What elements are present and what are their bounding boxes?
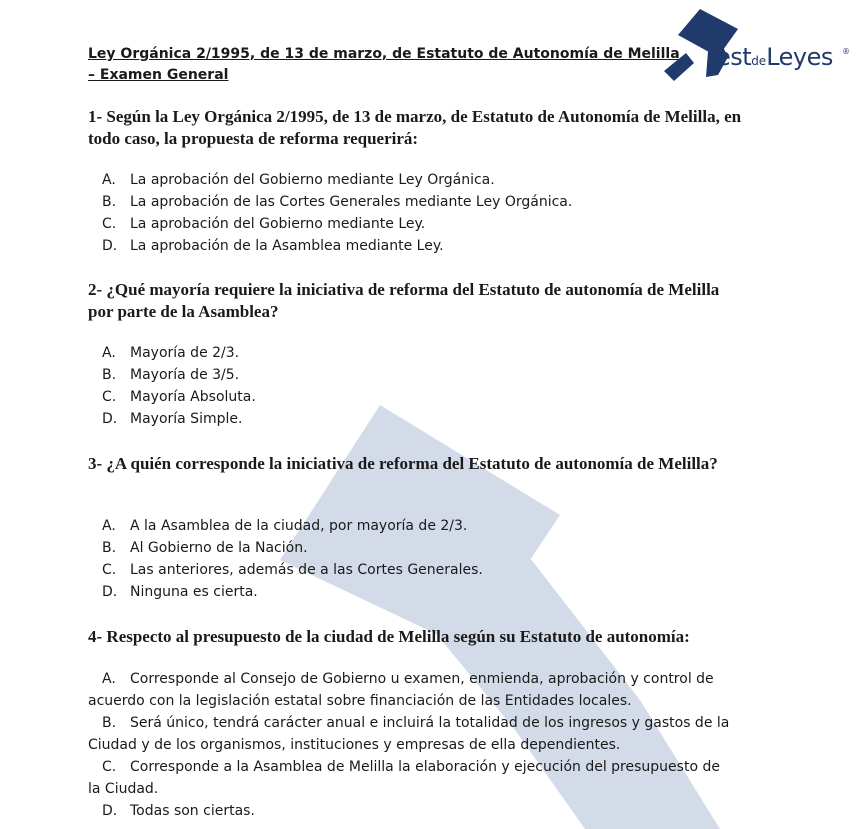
option-1d: D. La aprobación de la Asamblea mediante Ley. <box>102 238 444 254</box>
option-3d: D. Ninguna es cierta. <box>102 584 258 600</box>
question-3-options <box>88 515 738 603</box>
option-2b: B. Mayoría de 3/5. <box>102 367 240 383</box>
question-4-options <box>88 668 733 822</box>
option-2c: C. Mayoría Absoluta. <box>102 389 256 405</box>
option-3b: B. Al Gobierno de la Nación. <box>102 540 308 556</box>
question-1: 1- Según la Ley Orgánica 2/1995, de 13 de marzo, de Estatuto de Autonomía de Melilla, en todo caso, la propuesta de reforma requerirá: <box>88 107 742 148</box>
question-3: 3- ¿A quién corresponde la iniciativa de reforma del Estatuto de autonomía de Melilla? <box>88 454 718 473</box>
option-1c: C. La aprobación del Gobierno mediante Ley. <box>102 216 426 232</box>
question-1-options <box>88 169 738 257</box>
question-4: 4- Respecto al presupuesto de la ciudad de Melilla según su Estatuto de autonomía: <box>88 627 690 646</box>
option-1a: A. La aprobación del Gobierno mediante Ley Orgánica. <box>102 172 495 188</box>
option-2d: D. Mayoría Simple. <box>102 411 243 427</box>
option-2a: A. Mayoría de 2/3. <box>102 345 240 361</box>
testdeleyes-logo <box>660 5 856 85</box>
logo-wordmark: estdeLeyes <box>716 43 833 71</box>
option-4b: B. Será único, tendrá carácter anual e incluirá la totalidad de los ingresos y gastos de la Ciudad y de los organismos, instituciones y empresas de ella dependientes. <box>88 715 730 753</box>
option-1b: B. La aprobación de las Cortes Generales mediante Ley Orgánica. <box>102 194 573 210</box>
registered-mark: ® <box>842 47 850 56</box>
option-3a: A. A la Asamblea de la ciudad, por mayoría de 2/3. <box>102 518 468 534</box>
option-4d: D. Todas son ciertas. <box>102 803 255 819</box>
question-2: 2- ¿Qué mayoría requiere la iniciativa de reforma del Estatuto de autonomía de Melilla por parte de la Asamblea? <box>88 280 720 321</box>
document-title: Ley Orgánica 2/1995, de 13 de marzo, de Estatuto de Autonomía de Melilla – Examen General <box>88 46 680 83</box>
option-4a: A. Corresponde al Consejo de Gobierno u examen, enmienda, aprobación y control de acuerdo con la legislación estatal sobre financiación de las Entidades locales. <box>88 671 714 709</box>
option-4c: C. Corresponde a la Asamblea de Melilla la elaboración y ejecución del presupuesto de la Ciudad. <box>88 759 720 797</box>
option-3c: C. Las anteriores, además de a las Cortes Generales. <box>102 562 483 578</box>
question-2-options <box>88 342 738 430</box>
